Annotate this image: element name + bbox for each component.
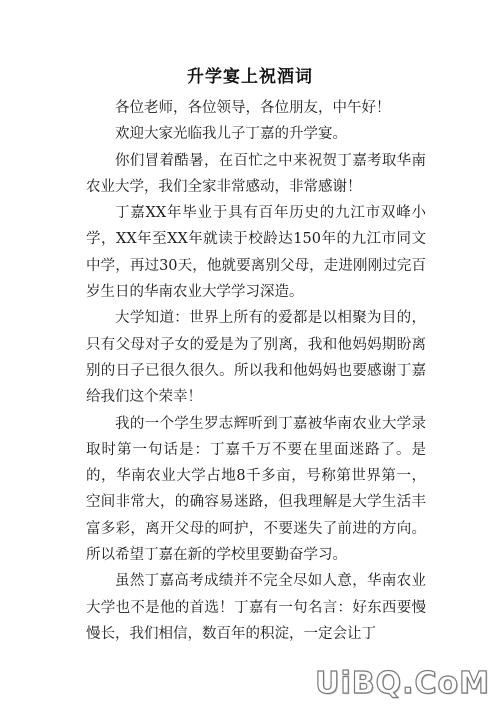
paragraph-education: 丁嘉XX年毕业于具有百年历史的九江市双峰小学，XX年至XX年就读于校龄达150年的九江市同文中学，再过30天，他就要离别父母，走进刚刚过完百岁生日的华南农业大学学习深造。 [86, 205, 426, 301]
site-watermark: UiBQ.CoM [315, 666, 490, 701]
document-title: 升学宴上祝酒词 [187, 67, 313, 87]
paragraph-welcome: 欢迎大家光临我儿子丁嘉的升学宴。 [115, 126, 347, 143]
paragraph-greeting: 各位老师，各位领导，各位朋友，中午好！ [115, 100, 391, 116]
document-body [86, 95, 426, 647]
paragraph-thanks: 你们冒着酷暑，在百忙之中来祝贺丁嘉考取华南农业大学，我们全家非常感动，非常感谢！ [86, 152, 426, 195]
paragraph-parents-love: 大学知道：世界上所有的爱都是以相聚为目的，只有父母对子女的爱是为了别离，我和他妈妈期盼离别的日子已很久很久。所以我和他妈妈也要感谢丁嘉给我们这个荣幸！ [86, 310, 426, 406]
paragraph-exam-result: 虽然丁嘉高考成绩并不完全尽如人意，华南农业大学也不是他的首选！丁嘉有一句名言：好东西要慢慢长，我们相信，数百年的积淀，一定会让丁 [86, 573, 426, 642]
paragraph-student-remark: 我的一个学生罗志辉听到丁嘉被华南农业大学录取时第一句话是：丁嘉千万不要在里面迷路了。是的，华南农业大学占地8千多亩，号称第世界第一，空间非常大，的确容易迷路，但我理解是大学生活丰富多彩，离开父母的呵护，不要迷失了前进的方向。所以希望丁嘉在新的学校里要勤奋学习。 [86, 415, 426, 564]
